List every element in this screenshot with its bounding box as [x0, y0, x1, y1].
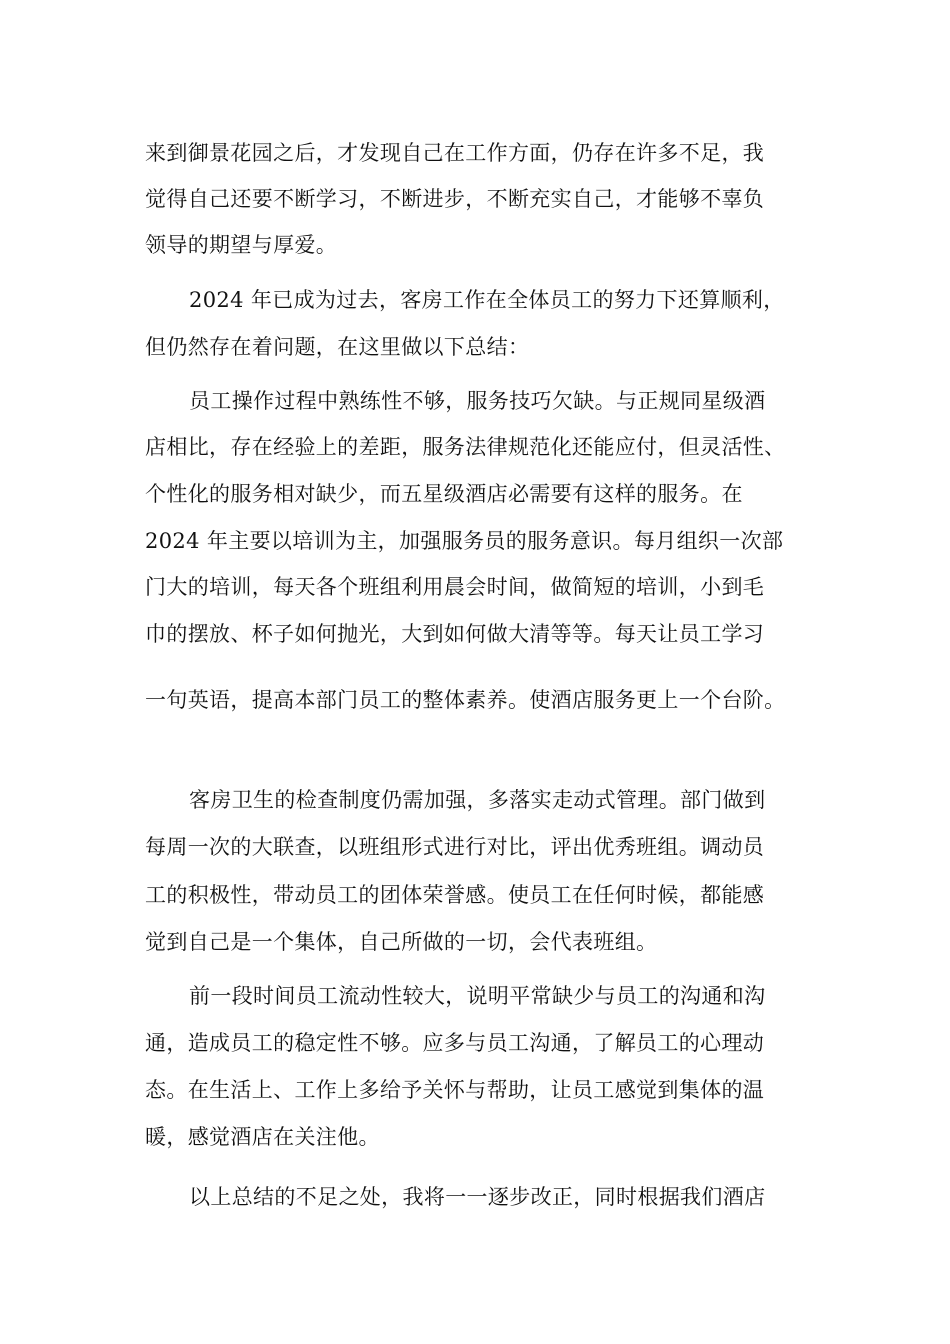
text-line: 但仍然存在着问题，在这里做以下总结： — [145, 335, 530, 359]
text-line: 来到御景花园之后，才发现自己在工作方面，仍存在许多不足，我 — [145, 141, 765, 165]
text-line: 2024 年主要以培训为主，加强服务员的服务意识。每月组织一次部 — [145, 529, 784, 553]
text-line: 觉到自己是一个集体，自己所做的一切，会代表班组。 — [145, 930, 658, 954]
text-line: 客房卫生的检查制度仍需加强，多落实走动式管理。部门做到 — [189, 788, 766, 812]
text-line: 工的积极性，带动员工的团体荣誉感。使员工在任何时候，都能感 — [145, 883, 765, 907]
text-line: 以上总结的不足之处，我将一一逐步改正，同时根据我们酒店 — [189, 1185, 766, 1209]
text-line: 觉得自己还要不断学习，不断进步，不断充实自己，才能够不辜负 — [145, 187, 765, 211]
text-line: 个性化的服务相对缺少，而五星级酒店必需要有这样的服务。在 — [145, 482, 743, 506]
text-line: 巾的摆放、杯子如何抛光，大到如何做大清等等。每天让员工学习 — [145, 622, 765, 646]
text-line: 前一段时间员工流动性较大，说明平常缺少与员工的沟通和沟 — [189, 984, 766, 1008]
text-line: 门大的培训，每天各个班组利用晨会时间，做简短的培训，小到毛 — [145, 575, 765, 599]
text-line: 店相比，存在经验上的差距，服务法律规范化还能应付，但灵活性、 — [145, 435, 786, 459]
text-line: 一句英语，提高本部门员工的整体素养。使酒店服务更上一个台阶。 — [145, 688, 786, 712]
text-line: 员工操作过程中熟练性不够，服务技巧欠缺。与正规同星级酒 — [189, 389, 766, 413]
text-line: 态。在生活上、工作上多给予关怀与帮助，让员工感觉到集体的温 — [145, 1078, 765, 1102]
text-line: 每周一次的大联查，以班组形式进行对比，评出优秀班组。调动员 — [145, 835, 765, 859]
text-line: 通，造成员工的稳定性不够。应多与员工沟通，了解员工的心理动 — [145, 1031, 765, 1055]
text-line: 暖，感觉酒店在关注他。 — [145, 1125, 380, 1149]
text-line: 2024 年已成为过去，客房工作在全体员工的努力下还算顺利， — [189, 288, 785, 312]
text-line: 领导的期望与厚爱。 — [145, 233, 338, 257]
